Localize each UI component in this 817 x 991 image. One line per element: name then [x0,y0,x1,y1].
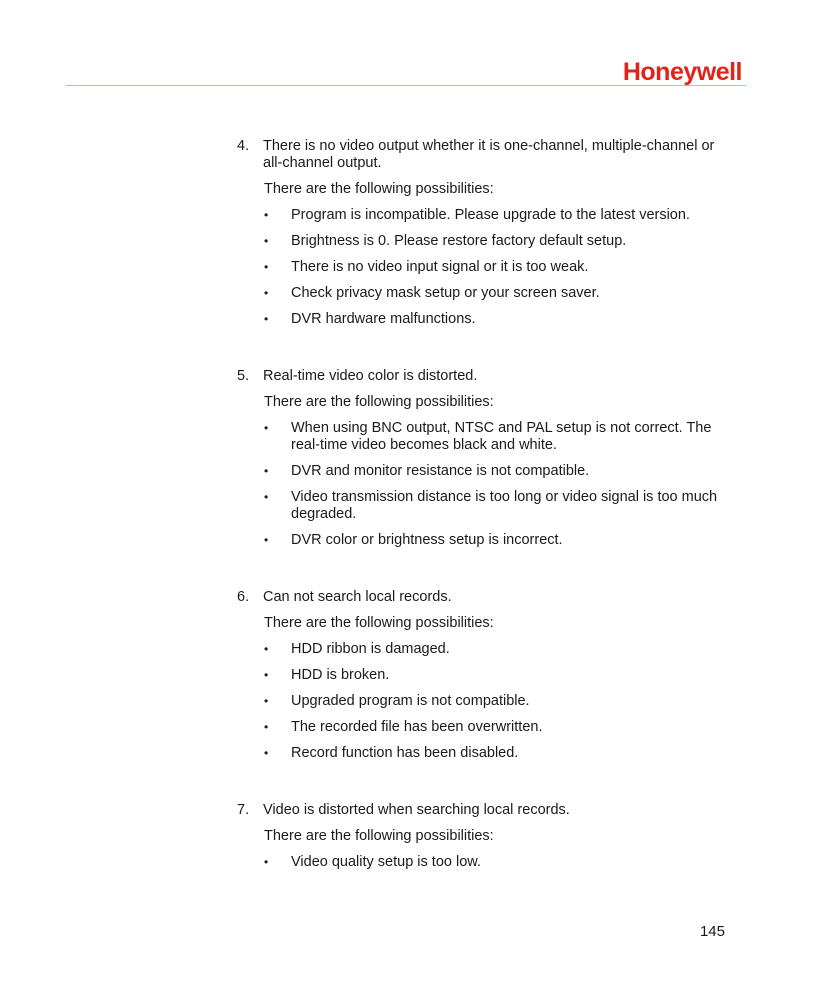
bullet-icon: • [264,642,269,656]
troubleshooting-item [237,138,727,328]
bullet-icon: • [264,855,269,869]
possibility-item [263,693,727,710]
troubleshooting-list [237,138,727,871]
header-divider [66,85,746,86]
possibility-text: Brightness is 0. Please restore factory default setup. [291,233,627,249]
bullet-icon: • [264,260,269,274]
possibility-item [263,745,727,762]
possibility-item [263,285,727,302]
possibility-item [263,207,727,224]
bullet-icon: • [264,464,269,478]
possibility-text: When using BNC output, NTSC and PAL setup is not correct. The real-time video becomes black and white. [291,420,712,453]
possibility-item [263,259,727,276]
item-problem: There is no video output whether it is one-channel, multiple-channel or all-channel output. [263,138,715,171]
bullet-icon: • [264,286,269,300]
possibility-text: The recorded file has been overwritten. [291,719,543,735]
possibility-item [263,233,727,250]
bullet-icon: • [264,312,269,326]
possibility-item [263,641,727,658]
possibility-text: Video transmission distance is too long or video signal is too much degraded. [291,489,718,522]
item-problem: Real-time video color is distorted. [263,368,478,384]
item-number: 5. [237,368,250,384]
possibility-list [263,207,727,328]
possibility-text: Program is incompatible. Please upgrade to the latest version. [291,207,690,223]
bullet-icon: • [264,720,269,734]
possibility-item [263,532,727,549]
possibility-item [263,854,727,871]
item-number: 7. [237,802,250,818]
possibilities-intro: There are the following possibilities: [264,394,494,410]
bullet-icon: • [264,746,269,760]
possibilities-intro: There are the following possibilities: [264,828,494,844]
possibility-list [263,420,727,549]
possibility-text: Upgraded program is not compatible. [291,693,530,709]
bullet-icon: • [264,421,269,435]
possibility-text: There is no video input signal or it is too weak. [291,259,589,275]
possibility-text: DVR and monitor resistance is not compatible. [291,463,590,479]
possibility-item [263,489,727,523]
possibility-item [263,463,727,480]
possibility-list [263,854,727,871]
bullet-icon: • [264,694,269,708]
item-number: 4. [237,138,250,154]
possibility-text: HDD is broken. [291,667,390,683]
possibility-item [263,311,727,328]
possibility-text: Check privacy mask setup or your screen saver. [291,285,600,301]
bullet-icon: • [264,208,269,222]
bullet-icon: • [264,234,269,248]
possibility-item [263,420,727,454]
item-number: 6. [237,589,250,605]
possibility-list [263,641,727,762]
troubleshooting-item [237,589,727,762]
honeywell-logo: Honeywell [622,58,742,86]
possibility-text: Video quality setup is too low. [291,854,481,870]
possibilities-intro: There are the following possibilities: [264,615,494,631]
possibility-text: HDD ribbon is damaged. [291,641,450,657]
possibility-text: Record function has been disabled. [291,745,519,761]
possibility-item [263,667,727,684]
bullet-icon: • [264,668,269,682]
possibility-item [263,719,727,736]
bullet-icon: • [264,533,269,547]
possibilities-intro: There are the following possibilities: [264,181,494,197]
item-problem: Video is distorted when searching local records. [263,802,570,818]
possibility-text: DVR color or brightness setup is incorrect. [291,532,563,548]
troubleshooting-item [237,802,727,871]
troubleshooting-item [237,368,727,549]
item-problem: Can not search local records. [263,589,452,605]
possibility-text: DVR hardware malfunctions. [291,311,476,327]
bullet-icon: • [264,490,269,504]
page-number: 145 [699,923,725,940]
